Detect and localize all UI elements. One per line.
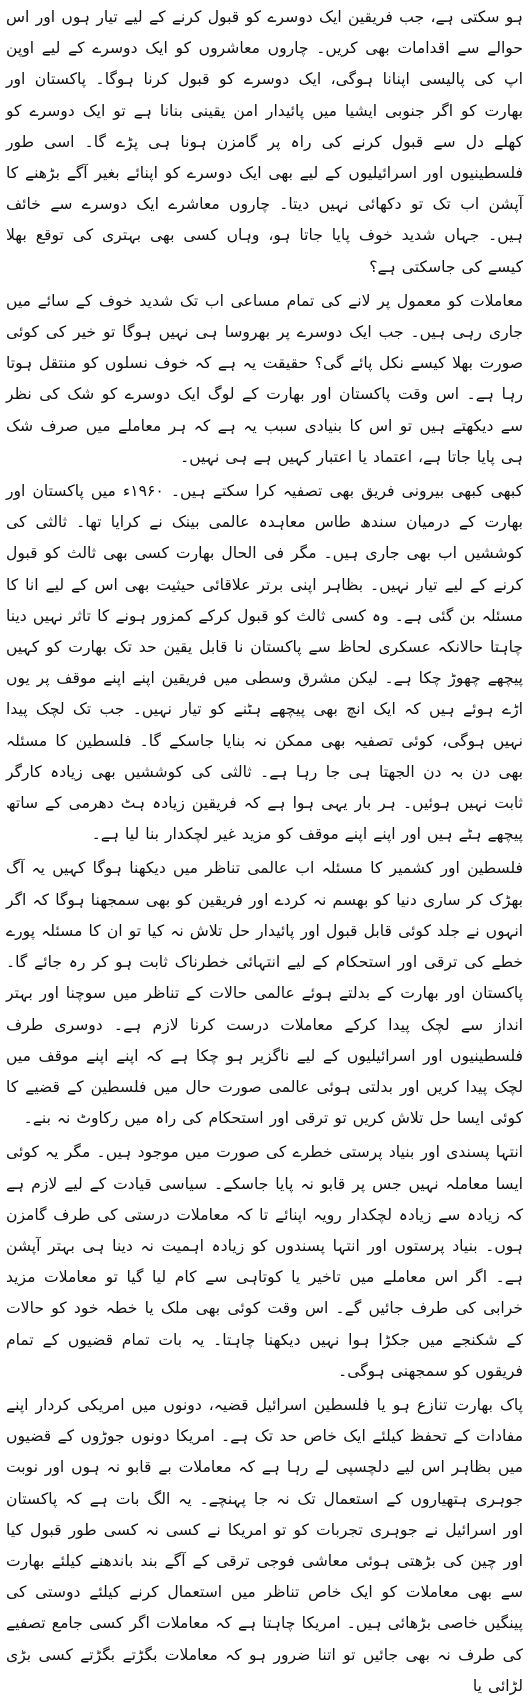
article-paragraph-6: پاک بھارت تنازع ہو یا فلسطین اسرائیل قضیہ، دونوں میں امریکی کردار اپنے مفادات کے تحفظ کیلئے ایک خاص حد تک ہے۔ امریکا دونوں جوڑوں کے قضیوں میں بظاہر اس لیے دلچسپی لے رہا ہے کہ معاملات بے قابو نہ ہوں اور نوبت جوہری ہتھیاروں کے استعمال تک نہ جا پہنچے۔ یہ الگ بات ہے کہ پاکستان اور اسرائیل نے جوہری تجربات کو تو امریکا نے کسی نہ کسی طور قبول کیا اور چین کی بڑھتی ہوئی معاشی فوجی ترقی کے آگے بند باندھنے کیلئے بھارت سے بھی معاملات کو ایک خاص تناظر میں استعمال کرنے کیلئے دوستی کی پینگیں خاصی بڑھائی ہیں۔ امریکا چاہتا ہے کہ معاملات اگر کسی جامع تصفیے کی طرف نہ بھی جائیں تو اتنا ضرور ہو کہ معاملات بگڑتے بگڑتے کسی بڑی لڑائی یا [6, 1395, 523, 1695]
article-paragraph-3: کبھی کبھی بیرونی فریق بھی تصفیہ کرا سکتے ہیں۔ ۱۹۶۰ء میں پاکستان اور بھارت کے درمیان سندھ طاس معاہدہ عالمی بینک نے کرایا تھا۔ ثالثی کی کوششیں اب بھی جاری ہیں۔ مگر فی الحال بھارت کسی بھی ثالث کو قبول کرنے کے لیے تیار نہیں۔ بظاہر اپنی برتر علاقائی حیثیت بھی اس کے لیے انا کا مسئلہ بن گئی ہے۔ وہ کسی ثالث کو قبول کرکے کمزور ہونے کا تاثر نہیں دینا چاہتا حالانکہ عسکری لحاظ سے پاکستان نا قابل یقین حد تک بھارت کو کہیں پیچھے چھوڑ چکا ہے۔ لیکن مشرق وسطی میں فریقین اپنے اپنے موقف پر یوں اڑے ہوئے ہیں کہ ایک انچ بھی پیچھے ہٹنے کو تیار نہیں۔ جب تک لچک پیدا نہیں ہوگی، کوئی تصفیہ بھی ممکن نہ بنایا جاسکے گا۔ فلسطین کا مسئلہ بھی دن بہ دن الجھتا ہی جا رہا ہے۔ ثالثی کی کوششیں بھی زیادہ کارگر ثابت نہیں ہوئیں۔ ہر بار یہی ہوا ہے کہ فریقین زیادہ ہٹ دھرمی کے ساتھ پیچھے ہٹے ہیں اور اپنے اپنے موقف کو مزید غیر لچکدار بنا لیا ہے۔ [6, 482, 523, 844]
article-paragraph-2: معاملات کو معمول پر لانے کی تمام مساعی اب تک شدید خوف کے سائے میں جاری رہی ہیں۔ جب ایک دوسرے پر بھروسا ہی نہیں ہوگا تو خیر کی کوئی صورت بھلا کیسے نکل پائے گی؟ حقیقت یہ ہے کہ خوف نسلوں کو منتقل ہوتا رہا ہے۔ اس وقت پاکستان اور بھارت کے لوگ ایک دوسرے کو شک کی نظر سے دیکھتے ہیں تو اس کا بنیادی سبب یہ ہے کہ ہر معاملے میں صرف شک ہی پایا جاتا ہے، اعتماد یا اعتبار کہیں ہے ہی نہیں۔ [6, 291, 523, 466]
article-paragraph-4: فلسطین اور کشمیر کا مسئلہ اب عالمی تناظر میں دیکھنا ہوگا کہیں یہ آگ بھڑک کر ساری دنیا کو بھسم نہ کردے اور فریقین کو بھی سمجھنا ہوگا کہ اگر انہوں نے جلد کوئی قابل قبول اور پائیدار حل تلاش نہ کیا تو ان کا مسئلہ پورے خطے کی ترقی اور استحکام کے لیے انتہائی خطرناک ثابت ہو کر رہ جائے گا۔ پاکستان اور بھارت کے بدلتے ہوئے عالمی حالات کے تناظر میں سوچنا اور بہتر انداز سے لچک پیدا کرکے معاملات درست کرنا لازم ہے۔ دوسری طرف فلسطینیوں اور اسرائیلیوں کے لیے ناگزیر ہو چکا ہے کہ اپنے اپنے موقف میں لچک پیدا کریں اور بدلتی ہوئی عالمی صورت حال میں فلسطین کے قضیے کا کوئی ایسا حل تلاش کریں تو ترقی اور استحکام کی راہ میں رکاوٹ نہ بنے۔ [6, 859, 523, 1128]
article-paragraph-5: انتہا پسندی اور بنیاد پرستی خطرے کی صورت میں موجود ہیں۔ مگر یہ کوئی ایسا معاملہ نہیں جس پر قابو نہ پایا جاسکے۔ سیاسی قیادت کے لیے لازم ہے کہ زیادہ سے زیادہ لچکدار رویہ اپنائے تا کہ معاملات درستی کی طرف گامزن ہوں۔ بنیاد پرستوں اور انتہا پسندوں کو زیادہ اہمیت نہ دینا ہی بہتر آپشن ہے۔ اگر اس معاملے میں تاخیر یا کوتاہی سے کام لیا گیا تو معاملات مزید خرابی کی طرف جائیں گے۔ اس وقت کوئی بھی ملک یا خطہ خود کو حالات کے شکنجے میں جکڑا ہوا نہیں دیکھنا چاہتا۔ یہ بات تمام قضیوں کے تمام فریقوں کو سمجھنی ہوگی۔ [6, 1143, 523, 1380]
article-paragraph-1: ہو سکتی ہے، جب فریقین ایک دوسرے کو قبول کرنے کے لیے تیار ہوں اور اس حوالے سے اقدامات بھی کریں۔ چاروں معاشروں کو ایک دوسرے کے لیے اوپن اپ کی پالیسی اپنانا ہوگی، ایک دوسرے کو قبول کرنا ہوگا۔ پاکستان اور بھارت کو اگر جنوبی ایشیا میں پائیدار امن یقینی بنانا ہے تو ایک دوسرے کو کھلے دل سے قبول کرنے کی راہ پر گامزن ہونا ہی پڑے گا۔ اسی طور فلسطینیوں اور اسرائیلیوں کے لیے بھی ایک دوسرے کو اپنائے بغیر آگے بڑھنے کا آپشن اب تک تو دکھائی نہیں دیتا۔ چاروں معاشرے ایک دوسرے سے خائف ہیں۔ جہاں شدید خوف پایا جاتا ہو، وہاں کسی بھی بہتری کی توقع بھلا کیسے کی جاسکتی ہے؟ [6, 8, 523, 276]
